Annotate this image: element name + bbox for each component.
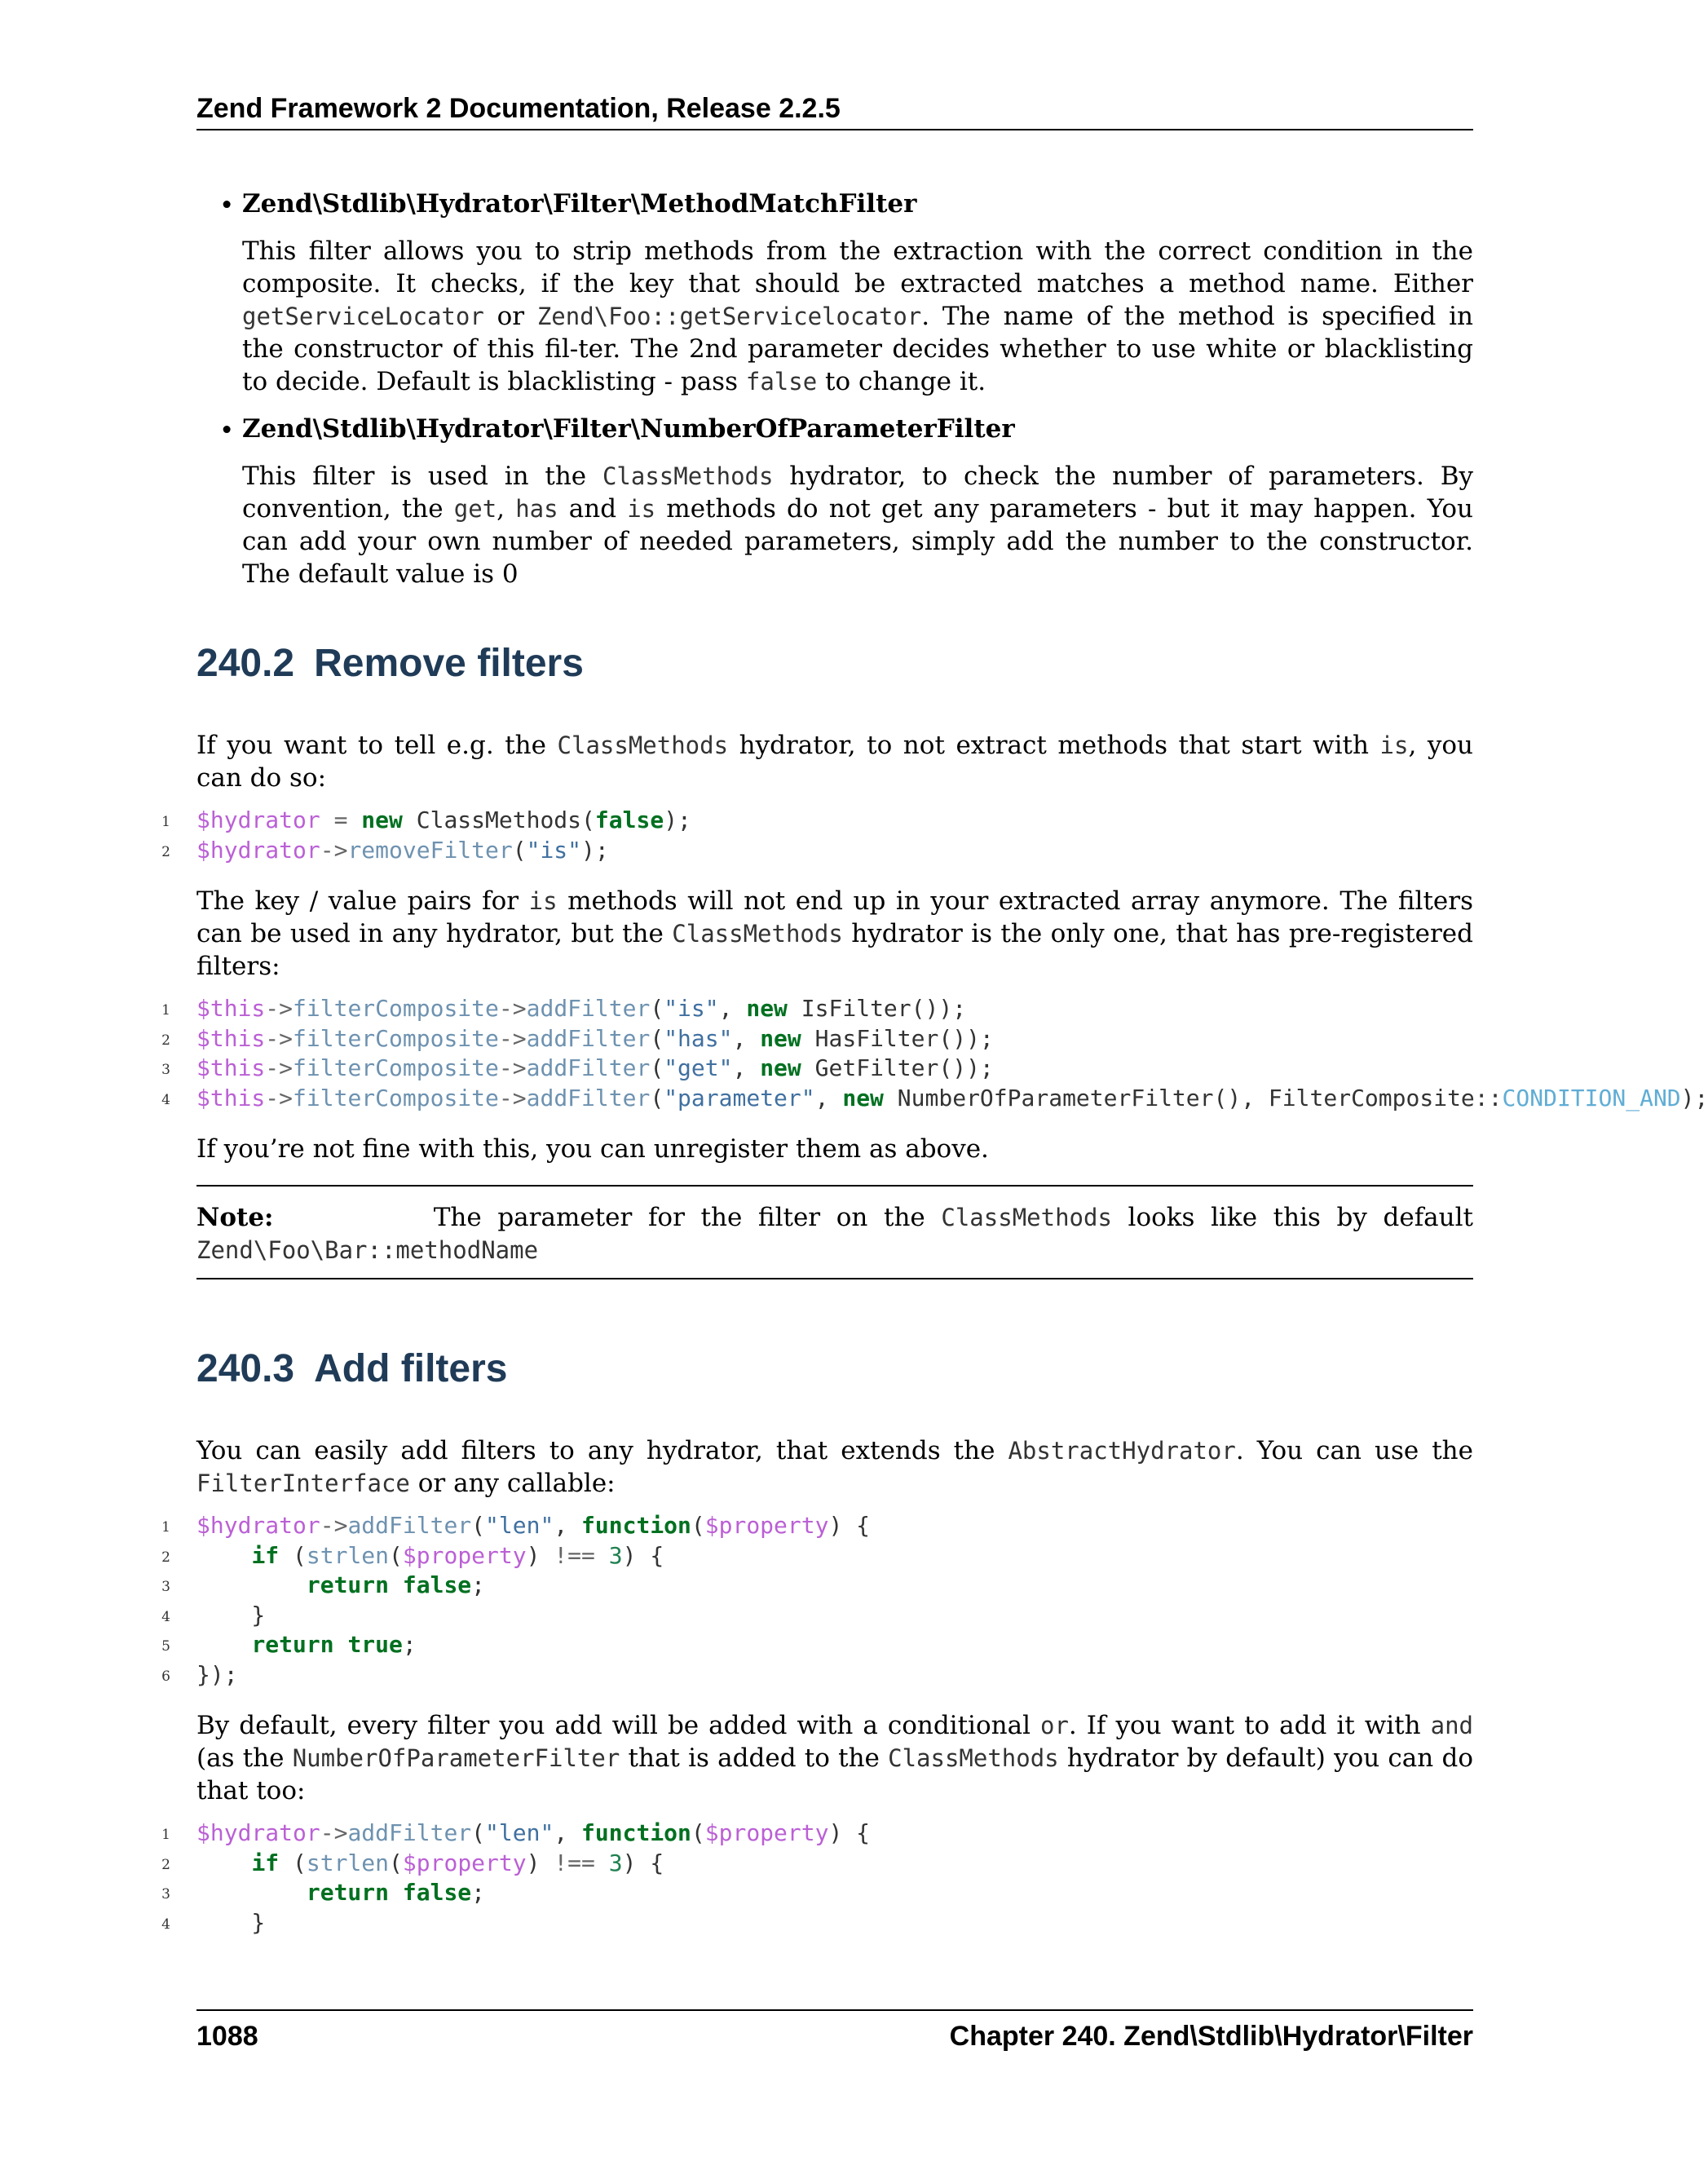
- section-heading-add-filters: [196, 1346, 1473, 1392]
- code-token: });: [196, 1660, 238, 1688]
- line-number: 4: [161, 1916, 170, 1933]
- code-token: new: [760, 1024, 801, 1052]
- inline-code: or: [1040, 1712, 1069, 1739]
- code-token: (: [279, 1849, 307, 1876]
- code-line: [161, 806, 1670, 836]
- code-token: false: [594, 807, 664, 833]
- code-line: [161, 1571, 1670, 1601]
- code-token: $this: [196, 1024, 266, 1052]
- code-token: $hydrator: [196, 1819, 320, 1846]
- text-run: The key / value pairs for: [196, 886, 529, 916]
- code-token: ->: [498, 995, 527, 1022]
- section-title: Add filters: [314, 1347, 508, 1390]
- code-block: [161, 1511, 1670, 1690]
- code-token: ->: [265, 995, 293, 1022]
- paragraph: [196, 729, 1473, 794]
- code-line: [161, 994, 1670, 1024]
- note-label: Note:: [196, 1203, 274, 1232]
- code-line: [161, 1084, 1708, 1114]
- code-token: ,: [814, 1084, 843, 1111]
- page-content: [161, 188, 1708, 1938]
- running-header: [196, 91, 1473, 130]
- list-item: [219, 188, 1473, 398]
- code-token: new: [760, 1054, 801, 1081]
- running-footer: [196, 2009, 1473, 2053]
- inline-code: is: [627, 495, 656, 523]
- inline-code: false: [745, 368, 818, 396]
- code-token: new: [746, 995, 788, 1022]
- code-token: return: [306, 1879, 390, 1906]
- line-number: 2: [161, 1032, 170, 1049]
- code-token: ;: [471, 1571, 486, 1598]
- code-token: );: [581, 836, 609, 864]
- text-run: You can easily add filters to any hydrator, that extends the: [196, 1436, 1008, 1465]
- text-run: methods do not get any parameters - but it may happen. You can add your own number of needed parameters, simply add the number to the constructor. The default value is 0: [242, 494, 1474, 589]
- filter-description: [242, 235, 1473, 398]
- code-token: ->: [498, 1024, 527, 1052]
- line-number: 3: [161, 1062, 170, 1078]
- code-token: function: [581, 1819, 691, 1846]
- inline-code: ClassMethods: [888, 1744, 1059, 1772]
- inline-code: Zend\Foo\Bar::methodName: [196, 1236, 539, 1264]
- code-line: [161, 1819, 1670, 1849]
- code-token: );: [1680, 1084, 1708, 1111]
- code-token: (: [691, 1512, 705, 1539]
- code-token: ->: [498, 1084, 527, 1111]
- code-token: }: [196, 1601, 266, 1628]
- code-line: [161, 1054, 1670, 1084]
- code-block-wrapper: [161, 994, 1708, 1113]
- section-title: Remove filters: [314, 642, 584, 685]
- text-run: methods will not end up in your extracted array anymore. The filters can be used in any hydrator, but the: [196, 886, 1473, 948]
- header-title: Zend Framework 2 Documentation, Release 2.2.5: [196, 93, 841, 124]
- line-number: 2: [161, 1856, 170, 1873]
- list-item: [219, 413, 1474, 590]
- text-run: This filter allows you to strip methods from the extraction with the correct condition in the composite. It checks, if the key that should be extracted matches a method name. Either: [242, 236, 1473, 298]
- inline-code: get: [453, 495, 497, 523]
- code-token: ClassMethods(: [402, 807, 595, 833]
- code-block-wrapper: [161, 1819, 1670, 1938]
- code-token: 3: [608, 1541, 623, 1569]
- code-token: filterComposite: [293, 995, 499, 1022]
- inline-code: ClassMethods: [672, 920, 843, 948]
- inline-code: has: [515, 495, 558, 523]
- code-token: HasFilter());: [801, 1024, 994, 1052]
- code-token: !==: [554, 1849, 595, 1876]
- code-token: ;: [471, 1879, 486, 1906]
- code-token: strlen: [306, 1849, 390, 1876]
- code-token: addFilter: [347, 1819, 472, 1846]
- code-line: [161, 1511, 1670, 1541]
- code-token: (: [650, 1024, 664, 1052]
- code-line: [161, 1878, 1670, 1908]
- code-token: [334, 1631, 348, 1658]
- note-text: [196, 1201, 1473, 1266]
- line-number: 1: [161, 1827, 170, 1843]
- code-token: (: [650, 995, 664, 1022]
- code-token: 3: [608, 1849, 623, 1876]
- paragraph: If you’re not fine with this, you can unregister them as above.: [196, 1134, 989, 1164]
- code-token: (: [389, 1541, 403, 1569]
- code-token: ): [526, 1849, 554, 1876]
- code-token: [196, 1879, 307, 1906]
- line-number: 3: [161, 1579, 170, 1595]
- code-token: ): [526, 1541, 554, 1569]
- filter-title: Zend\Stdlib\Hydrator\Filter\MethodMatchFilter: [242, 189, 917, 219]
- code-line: [161, 1908, 1670, 1938]
- text-run: If you want to tell e.g. the: [196, 731, 558, 760]
- page-number: 1088: [196, 2021, 258, 2052]
- code-token: [389, 1571, 403, 1598]
- text-run: or: [483, 302, 537, 331]
- code-token: "has": [664, 1024, 733, 1052]
- code-token: $property: [402, 1541, 527, 1569]
- code-token: "len": [485, 1819, 554, 1846]
- inline-code: is: [1379, 731, 1409, 759]
- line-number: 2: [161, 843, 170, 860]
- section-number: 240.3: [196, 1347, 295, 1390]
- code-token: if: [251, 1849, 280, 1876]
- note-box: [196, 1185, 1473, 1279]
- code-token: ) {: [622, 1541, 664, 1569]
- bullet-icon: •: [219, 416, 235, 445]
- document-page: [161, 0, 1708, 2161]
- code-line: [161, 1024, 1670, 1054]
- inline-code: FilterInterface: [196, 1469, 410, 1497]
- code-token: ->: [320, 1819, 348, 1846]
- code-token: GetFilter());: [801, 1054, 994, 1081]
- text-run: hydrator is the only one, that has pre-registered filters:: [196, 919, 1473, 981]
- code-token: NumberOfParameterFilter(), FilterComposite::: [883, 1084, 1503, 1111]
- line-number: 2: [161, 1549, 170, 1566]
- code-block: [161, 806, 1670, 865]
- inline-code: ClassMethods: [941, 1204, 1112, 1231]
- line-number: 1: [161, 1519, 170, 1536]
- code-token: addFilter: [526, 1024, 651, 1052]
- code-token: (: [279, 1541, 307, 1569]
- text-run: This filter is used in the: [242, 462, 602, 491]
- code-token: ->: [498, 1054, 527, 1081]
- code-token: return: [251, 1631, 334, 1658]
- code-token: (: [650, 1084, 664, 1111]
- code-token: $hydrator: [196, 1512, 320, 1539]
- code-token: return: [306, 1571, 390, 1598]
- code-block-wrapper: [161, 1511, 1670, 1690]
- text-run: hydrator, to not extract methods that start with: [728, 731, 1380, 760]
- code-token: false: [402, 1879, 472, 1906]
- code-token: if: [251, 1541, 280, 1569]
- code-token: IsFilter());: [787, 995, 967, 1022]
- code-token: ->: [320, 1512, 348, 1539]
- filter-title: Zend\Stdlib\Hydrator\Filter\NumberOfParameterFilter: [242, 414, 1015, 444]
- code-token: [196, 1542, 251, 1569]
- paragraph: [196, 1434, 1473, 1500]
- paragraph: [196, 1709, 1473, 1807]
- text-run: By default, every filter you add will be added with a conditional: [196, 1711, 1040, 1740]
- code-token: filterComposite: [293, 1084, 499, 1111]
- inline-code: ClassMethods: [557, 731, 729, 759]
- line-number: 6: [161, 1668, 170, 1685]
- code-token: [595, 1542, 609, 1569]
- code-token: $property: [704, 1819, 829, 1846]
- line-number: 3: [161, 1886, 170, 1902]
- code-token: addFilter: [526, 1054, 651, 1081]
- code-token: [196, 1631, 251, 1658]
- chapter-title: Chapter 240. Zend\Stdlib\Hydrator\Filter: [949, 2021, 1473, 2052]
- code-token: ,: [554, 1819, 582, 1846]
- filter-list: [196, 188, 1473, 590]
- code-token: (: [650, 1054, 664, 1081]
- code-token: $this: [196, 1084, 266, 1111]
- code-token: $hydrator: [196, 807, 320, 833]
- filter-description: [242, 460, 1473, 590]
- text-run: . The name of the method is specified in the constructor of this fil-ter. The 2nd parameter decides whether to use white or blacklisting to decide. Default is blacklisting - pass: [242, 302, 1473, 396]
- code-block: [161, 1819, 1670, 1938]
- code-line: [161, 1541, 1670, 1571]
- code-token: =: [320, 807, 362, 833]
- inline-code: is: [528, 887, 558, 915]
- code-line: [161, 1660, 1670, 1690]
- code-token: [595, 1849, 609, 1876]
- code-token: ->: [265, 1054, 293, 1081]
- code-token: ->: [265, 1084, 293, 1111]
- code-line: [161, 1849, 1670, 1879]
- code-line: [161, 1601, 1670, 1631]
- code-token: );: [664, 807, 691, 833]
- bullet-icon: •: [219, 191, 235, 220]
- text-run: looks like this by default: [1111, 1203, 1473, 1232]
- line-number: 5: [161, 1638, 170, 1655]
- code-token: removeFilter: [347, 836, 513, 864]
- code-token: addFilter: [526, 1084, 651, 1111]
- text-run: hydrator, to check the number of parameters. By convention, the: [242, 462, 1473, 524]
- line-number: 4: [161, 1091, 170, 1108]
- code-token: ->: [265, 1024, 293, 1052]
- inline-code: Zend\Foo::getServicelocator: [536, 303, 922, 330]
- code-token: $this: [196, 1054, 266, 1081]
- code-token: ) {: [828, 1819, 871, 1846]
- note-body: [196, 1203, 1473, 1265]
- inline-code: and: [1430, 1712, 1473, 1739]
- text-run: . You can use the: [1235, 1436, 1473, 1465]
- code-token: }: [196, 1908, 266, 1936]
- code-line: [161, 836, 1670, 866]
- code-token: (: [512, 836, 527, 864]
- code-token: filterComposite: [293, 1024, 499, 1052]
- code-token: filterComposite: [293, 1054, 499, 1081]
- code-token: CONDITION_AND: [1502, 1084, 1681, 1111]
- code-token: ->: [320, 836, 348, 864]
- code-token: "len": [485, 1512, 554, 1539]
- text-run: to change it.: [817, 367, 986, 396]
- code-token: (: [691, 1819, 705, 1846]
- code-token: (: [389, 1849, 403, 1876]
- text-run: ,: [497, 494, 516, 524]
- text-run: or any callable:: [409, 1469, 616, 1498]
- code-token: $hydrator: [196, 836, 320, 864]
- text-run: and: [558, 494, 628, 524]
- code-token: (: [471, 1512, 486, 1539]
- inline-code: NumberOfParameterFilter: [292, 1744, 620, 1772]
- code-token: "is": [664, 995, 719, 1022]
- section-heading-remove-filters: [196, 641, 1473, 687]
- code-token: ) {: [622, 1849, 664, 1876]
- inline-code: ClassMethods: [602, 462, 774, 490]
- code-token: [389, 1879, 403, 1906]
- text-run: The parameter for the filter on the: [433, 1203, 942, 1232]
- inline-code: getServiceLocator: [242, 303, 484, 330]
- text-run: , you can do so:: [196, 731, 1473, 793]
- code-token: $property: [402, 1849, 527, 1876]
- text-run: . If you want to add it with: [1068, 1711, 1431, 1740]
- section-number: 240.2: [196, 642, 295, 685]
- code-token: [196, 1849, 251, 1876]
- code-token: ;: [402, 1631, 417, 1658]
- code-token: addFilter: [526, 995, 651, 1022]
- text-run: (as the: [196, 1743, 293, 1773]
- code-token: strlen: [306, 1541, 390, 1569]
- code-token: function: [581, 1512, 691, 1539]
- code-token: ,: [732, 1054, 761, 1081]
- code-token: false: [402, 1571, 472, 1598]
- code-token: true: [347, 1631, 403, 1658]
- code-token: $property: [704, 1512, 829, 1539]
- text-run: that is added to the: [620, 1743, 889, 1773]
- code-token: ,: [732, 1024, 761, 1052]
- code-block: [161, 994, 1708, 1113]
- code-token: "get": [664, 1054, 733, 1081]
- code-token: ,: [554, 1512, 582, 1539]
- line-number: 4: [161, 1608, 170, 1625]
- inline-code: AbstractHydrator: [1008, 1437, 1236, 1465]
- paragraph: [196, 885, 1473, 983]
- code-block-wrapper: [161, 806, 1670, 865]
- code-line: [161, 1630, 1670, 1660]
- line-number: 1: [161, 1002, 170, 1019]
- code-token: ,: [718, 995, 747, 1022]
- code-token: $this: [196, 995, 266, 1022]
- code-token: addFilter: [347, 1512, 472, 1539]
- code-token: ) {: [828, 1512, 871, 1539]
- code-token: !==: [554, 1541, 595, 1569]
- text-run: hydrator by default) you can do that too:: [196, 1743, 1473, 1805]
- code-token: [196, 1571, 307, 1598]
- code-token: new: [842, 1084, 884, 1111]
- line-number: 1: [161, 814, 170, 830]
- code-token: new: [361, 807, 403, 833]
- code-token: "is": [526, 836, 582, 864]
- code-token: "parameter": [664, 1084, 815, 1111]
- code-token: (: [471, 1819, 486, 1846]
